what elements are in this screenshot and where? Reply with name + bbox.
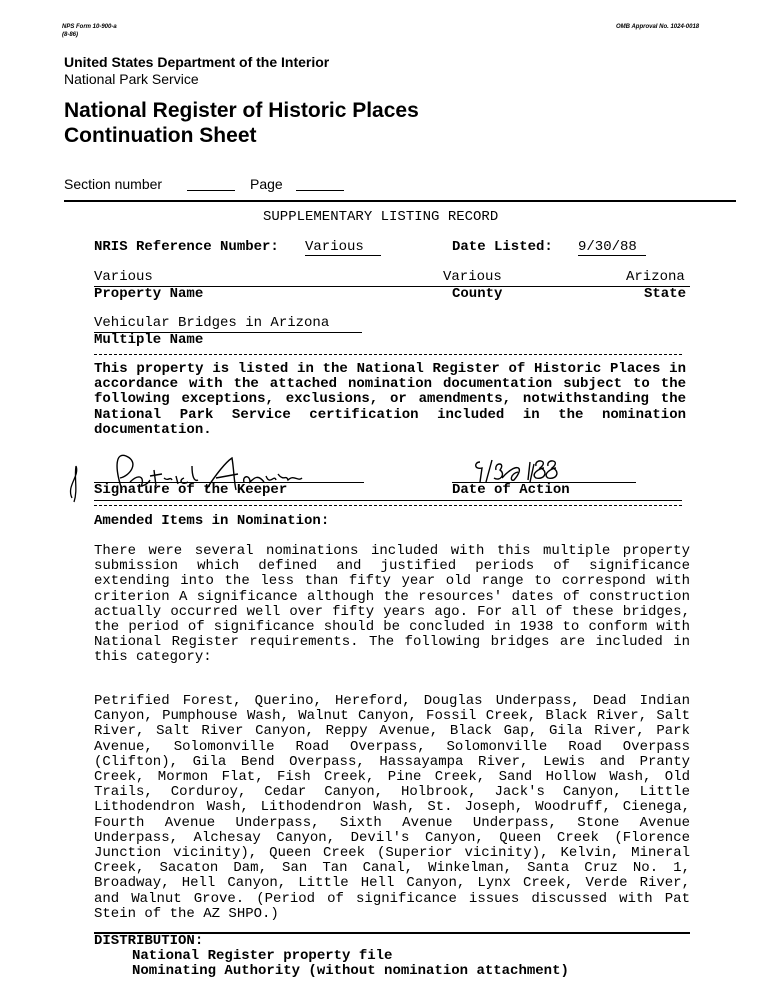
for-mark	[68, 480, 86, 497]
distribution-heading: DISTRIBUTION:	[94, 933, 204, 949]
header-divider	[64, 200, 736, 202]
omb-approval: OMB Approval No. 1024-0018	[616, 24, 700, 30]
property-name-label: Property Name	[94, 286, 204, 302]
certification-text: This property is listed in the National Register of Historic Places in accordance with the attached nomination documentation subject to the following exceptions, exclusions, or amendments, notwithstanding the National Park Service certification included in the nomination documentation.	[94, 361, 686, 438]
department-name: United States Department of the Interior	[64, 54, 330, 70]
double-divider-top	[94, 500, 682, 501]
action-date-text	[478, 458, 531, 476]
nris-value: Various	[305, 240, 381, 256]
date-listed-value: 9/30/88	[578, 240, 646, 256]
distribution-item: Nominating Authority (without nomination attachment)	[132, 963, 569, 979]
state-label: State	[644, 286, 687, 302]
date-of-action-label: Date of Action	[452, 482, 570, 498]
distribution-item: National Register property file	[132, 948, 393, 964]
multiple-name-value: Vehicular Bridges in Arizona	[94, 315, 330, 331]
amendment-paragraph-1: There were several nominations included with this multiple property submission which defined and justified periods of significance extending into the less than fifty year old range to correspond with criterion A significance although the resources' dates of construction actually occurred well over fifty years ago. For all of these bridges, the period of significance should be concluded in 1938 to conform with National Register requirements. The following bridges are included in this category:	[94, 543, 690, 666]
page-field	[296, 176, 344, 191]
property-name-value: Various	[94, 269, 153, 285]
multiple-name-label: Multiple Name	[94, 332, 204, 348]
page-title: National Register of Historic Places	[64, 99, 419, 122]
section-number-field	[187, 176, 235, 191]
form-date: (8-86)	[62, 32, 79, 38]
dashed-divider	[94, 354, 682, 355]
county-label: County	[452, 286, 503, 302]
section-number-label: Section number	[64, 176, 163, 192]
action-date-handwritten	[470, 456, 590, 484]
state-value: Arizona	[626, 269, 685, 285]
service-name: National Park Service	[64, 71, 199, 87]
page-subtitle: Continuation Sheet	[64, 124, 257, 147]
bridge-list-paragraph: Petrified Forest, Querino, Hereford, Douglas Underpass, Dead Indian Canyon, Pumphouse Wash, Walnut Canyon, Fossil Creek, Black River, Salt River, Salt River Canyon, Reppy Avenue, Black Gap, Gila River, Park Avenue, Solomonville Road Overpass, Solomonville Road Overpass (Clifton), Gila Bend Overpass, Hassayampa River, Lewis and Pranty Creek, Mormon Flat, Fish Creek, Pine Creek, Sand Hollow Wash, Old Trails, Corduroy, Cedar Canyon, Holbrook, Jack's Canyon, Little Lithodendron Wash, Lithodendron Wash, St. Joseph, Woodruff, Cienega, Fourth Avenue Underpass, Sixth Avenue Underpass, Stone Avenue Underpass, Alchesay Canyon, Devil's Canyon, Queen Creek (Florence Junction vicinity), Queen Creek (Superior vicinity), Kelvin, Mineral Creek, Sacaton Dam, San Tan Canal, Winkelman, Santa Cruz No. 1, Broadway, Hell Canyon, Little Hell Canyon, Lynx Creek, Verde River, and Walnut Grove. (Period of significance issues discussed with Pat Stein of the AZ SHPO.)	[94, 693, 690, 922]
page-label: Page	[250, 176, 283, 192]
double-divider-bottom	[94, 505, 682, 506]
signature-label: Signature of the Keeper	[94, 482, 288, 498]
record-heading: SUPPLEMENTARY LISTING RECORD	[263, 209, 499, 225]
date-listed-label: Date Listed:	[452, 239, 553, 255]
nris-label: NRIS Reference Number:	[94, 239, 279, 255]
form-number: NPS Form 10-900-a	[62, 24, 117, 30]
county-value: Various	[443, 269, 502, 285]
amended-items-heading: Amended Items in Nomination:	[94, 513, 330, 529]
